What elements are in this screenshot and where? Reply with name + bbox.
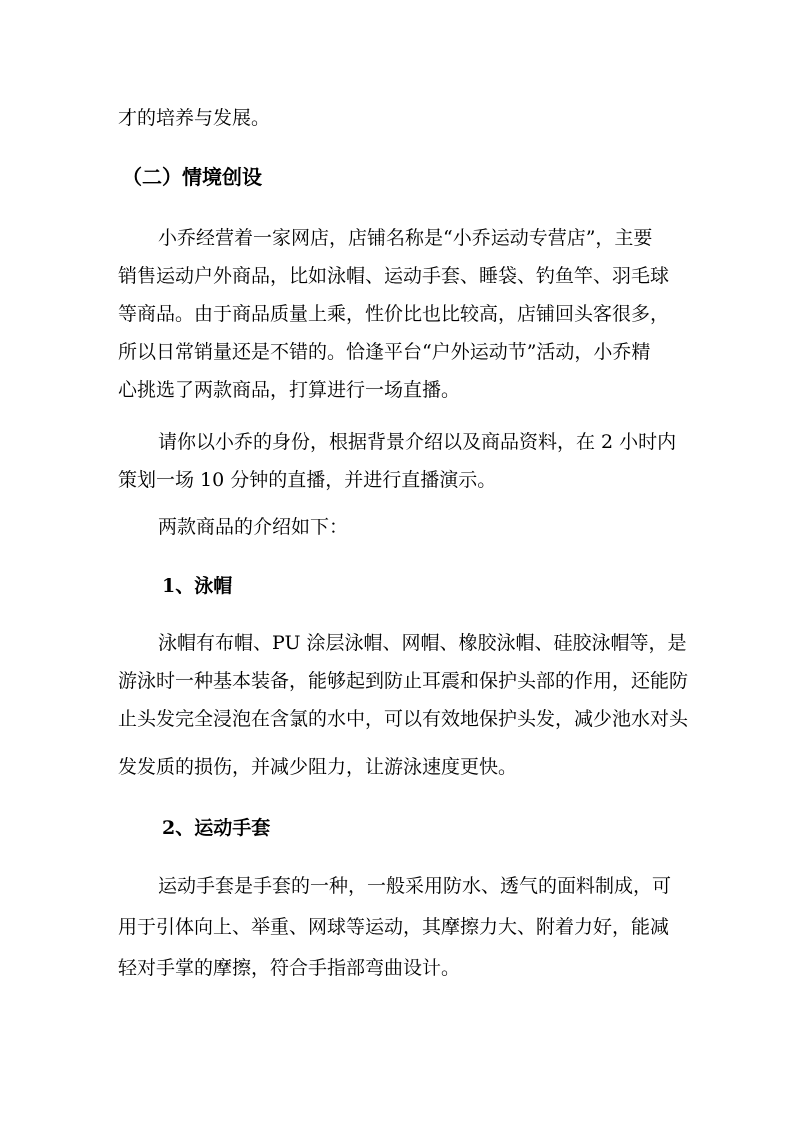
paragraph-line: 小乔经营着一家网店，店铺名称是“小乔运动专营店”，主要 <box>158 227 653 249</box>
paragraph-line: 发发质的损伤，并减少阻力，让游泳速度更快。 <box>118 756 518 778</box>
paragraph-line: 轻对手掌的摩擦，符合手指部弯曲设计。 <box>118 957 461 979</box>
product-title: 1、泳帽 <box>162 575 233 597</box>
paragraph-line: 销售运动户外商品，比如泳帽、运动手套、睡袋、钓鱼竿、羽毛球 <box>118 265 670 287</box>
paragraph-line: 游泳时一种基本装备，能够起到防止耳震和保护头部的作用，还能防 <box>118 670 688 692</box>
paragraph-line: 策划一场 10 分钟的直播，并进行直播演示。 <box>118 469 497 491</box>
paragraph-line: 请你以小乔的身份，根据背景介绍以及商品资料，在 2 小时内 <box>158 431 677 453</box>
paragraph-line: 用于引体向上、举重、网球等运动，其摩擦力大、附着力好，能减 <box>118 916 670 938</box>
paragraph-line: 心挑选了两款商品，打算进行一场直播。 <box>118 379 461 401</box>
products-intro: 两款商品的介绍如下： <box>158 516 349 538</box>
product-title: 2、运动手套 <box>162 817 271 839</box>
section-heading: （二）情境创设 <box>122 165 262 189</box>
paragraph-line: 所以日常销量还是不错的。恰逢平台“户外运动节”活动，小乔精 <box>118 341 651 363</box>
paragraph-line: 泳帽有布帽、PU 涂层泳帽、网帽、橡胶泳帽、硅胶泳帽等，是 <box>158 632 687 654</box>
paragraph-line: 运动手套是手套的一种，一般采用防水、透气的面料制成，可 <box>158 875 672 897</box>
paragraph-line: 止头发完全浸泡在含氯的水中，可以有效地保护头发，减少池水对头 <box>118 708 688 730</box>
paragraph-line: 等商品。由于商品质量上乘，性价比也比较高，店铺回头客很多， <box>118 303 670 325</box>
carry-over-line: 才的培养与发展。 <box>118 107 271 129</box>
